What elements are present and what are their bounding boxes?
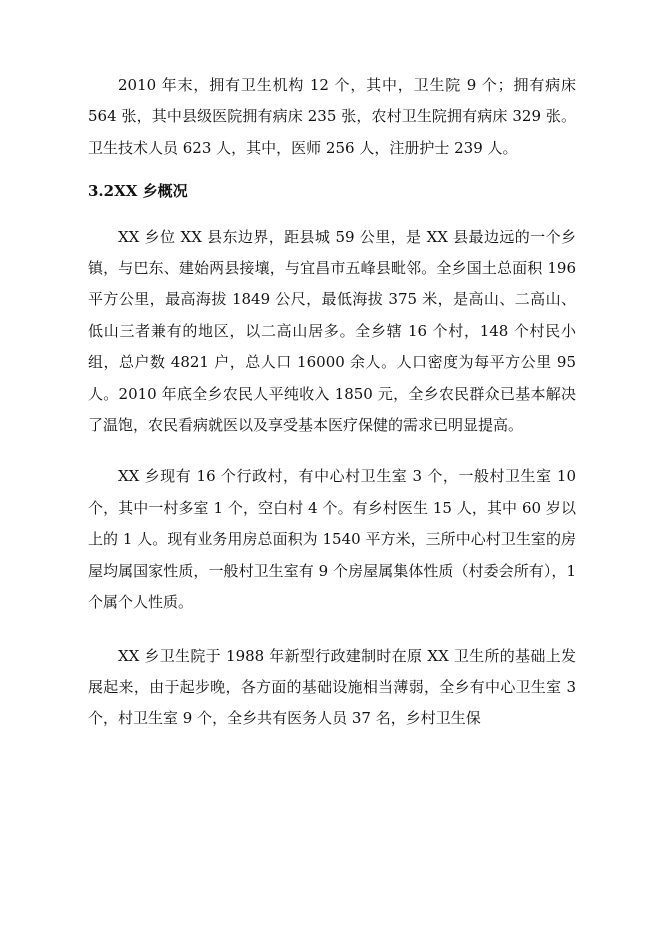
section-heading: 3.2XX 乡概况 <box>88 182 188 201</box>
document-page <box>88 70 576 735</box>
paragraph-township-hospital: XX 乡卫生院于 1988 年新型行政建制时在原 XX 卫生所的基础上发展起来，由于起步晚，各方面的基础设施相当薄弱，全乡有中心卫生室 3 个，村卫生室 9 个，全乡共有医务人员 37 名，乡村卫生保 <box>88 646 576 728</box>
paragraph-township-overview: XX 乡位 XX 县东边界，距县城 59 公里，是 XX 县最边远的一个乡镇，与巴东、建始两县接壤，与宜昌市五峰县毗邻。全乡国土总面积 196 平方公里，最高海拔 1849 公尺，最低海拔 375 米，是高山、二高山、低山三者兼有的地区，以二高山居多。全乡辖 16 个村，148 个村民小组，总户数 4821 户，总人口 16000 余人。人口密度为每平方公里 95 人。2010 年底全乡农民人平纯收入 1850 元，全乡农民群众已基本解决了温饱，农民看病就医以及享受基本医疗保健的需求已明显提高。 <box>88 227 576 435</box>
paragraph-health-institutions: 2010 年末，拥有卫生机构 12 个，其中，卫生院 9 个；拥有病床 564 张，其中县级医院拥有病床 235 张，农村卫生院拥有病床 329 张。卫生技术人员 623 人，其中，医师 256 人，注册护士 239 人。 <box>88 76 576 157</box>
paragraph-village-clinics: XX 乡现有 16 个行政村，有中心村卫生室 3 个，一般村卫生室 10 个，其中一村多室 1 个，空白村 4 个。有乡村医生 15 人，其中 60 岁以上的 1 人。现有业务用房总面积为 1540 平方米，三所中心村卫生室的房屋均属国家性质，一般村卫生室有 9 个房屋属集体性质（村委会所有），1 个属个人性质。 <box>88 467 576 612</box>
